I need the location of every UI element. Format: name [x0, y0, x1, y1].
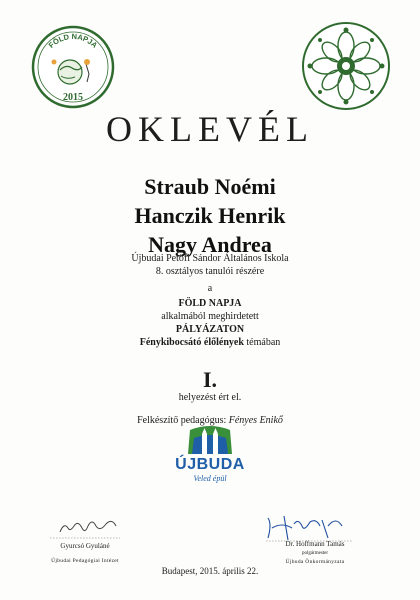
contest-name: PÁLYÁZATON: [175, 324, 245, 335]
signatory-left-name: Gyurcsó Gyuláné: [60, 542, 110, 550]
school-line: Újbudai Petőfi Sándor Általános Iskola: [131, 253, 289, 264]
ujbuda-slogan: Veled épül: [193, 474, 227, 483]
occasion-line: alkalmából meghirdetett: [161, 311, 259, 322]
signatory-left-role: Újbudai Pedagógiai Intézet: [51, 558, 119, 564]
article-line: a: [207, 283, 213, 294]
recipient-name: Hanczik Henrik: [134, 203, 286, 228]
theme-bold: Fénykibocsátó élőlények: [139, 337, 244, 348]
teacher-label: Felkészítő pedagógus:: [137, 415, 229, 426]
signatory-right-role: Újbuda Önkormányzata: [285, 559, 345, 565]
recipient-names: [0, 172, 420, 259]
issue-date: Budapest, 2015. április 22.: [161, 566, 259, 576]
recipient-name: Nagy Andrea: [148, 232, 272, 257]
logo-year: 2015: [63, 92, 83, 103]
certificate-body: [0, 252, 420, 349]
theme-suffix: témában: [243, 337, 281, 348]
signatory-right: [250, 540, 380, 567]
floral-emblem: [300, 20, 392, 112]
recipient-name: Straub Noémi: [144, 174, 276, 199]
signatory-right-title: polgármester: [301, 551, 329, 556]
teacher-name: Fényes Enikő: [228, 415, 283, 426]
logo-arc-text: FÖLD NAPJA: [46, 31, 100, 50]
signature-right: [258, 510, 358, 544]
signature-left: [20, 512, 150, 542]
theme-line: [0, 336, 420, 349]
class-line: 8. osztályos tanulói részére: [155, 266, 265, 277]
fold-napja-logo: [30, 24, 116, 110]
signatory-right-name: Dr. Hoffmann Tamás: [285, 540, 345, 548]
placed-line: helyezést ért el.: [178, 392, 242, 403]
ujbuda-name: ÚJBUDA: [175, 456, 245, 473]
event-name: FÖLD NAPJA: [178, 298, 242, 309]
place-rank: I.: [202, 367, 218, 392]
signatory-left: [20, 542, 150, 566]
certificate-title: OKLEVÉL: [106, 109, 314, 149]
